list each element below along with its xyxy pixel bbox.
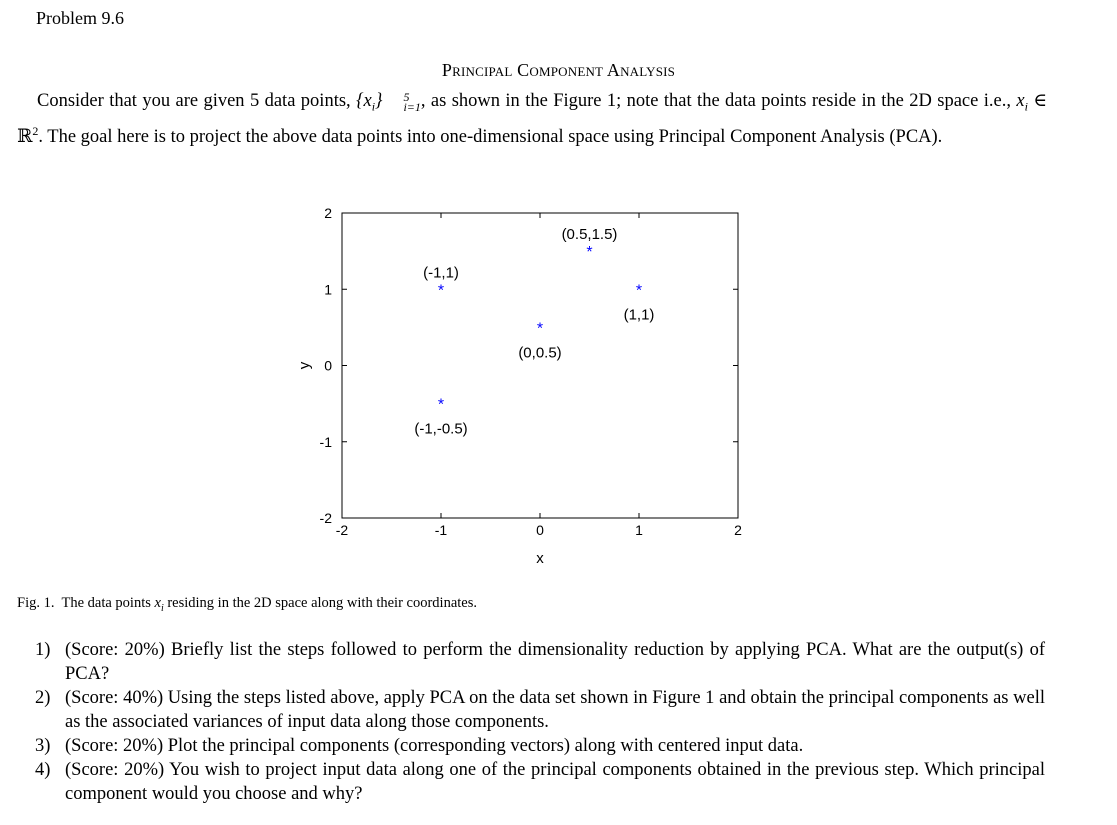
data-point-marker: *	[437, 282, 445, 300]
set-sub: i	[371, 99, 376, 114]
question-text: (Score: 20%) Briefly list the steps followed to perform the dimensionality reduction by applying PCA. What are the output(s) of PCA?	[65, 640, 1045, 684]
section-title: Principal Component Analysis	[441, 60, 676, 80]
question-item	[35, 686, 1045, 734]
x-tick-label: 2	[734, 522, 742, 538]
set-open: {x	[356, 91, 372, 111]
data-point-label: (0,0.5)	[518, 344, 562, 362]
x-axis-label: x	[536, 550, 544, 567]
set-notation	[356, 89, 421, 114]
intro-paragraph	[17, 89, 1047, 149]
set-lower: i=1	[403, 99, 421, 114]
question-item	[35, 758, 1045, 806]
data-point-label: (0.5,1.5)	[561, 226, 618, 244]
membership-sub: i	[1024, 99, 1028, 114]
intro-part1: Consider that you are given 5 data points,	[37, 91, 351, 111]
figure-1	[280, 195, 780, 590]
membership-rel: ∈ ℝ	[17, 91, 1048, 147]
x-tick-label: 0	[536, 522, 544, 538]
data-point-marker: *	[536, 320, 544, 338]
caption-text-after: residing in the 2D space along with their coordinates.	[167, 595, 477, 611]
y-tick-label: 0	[324, 357, 332, 374]
question-text: (Score: 40%) Using the steps listed above, apply PCA on the data set shown in Figure 1 and obtain the principal components as well as the associated variances of input data along those components.	[65, 688, 1045, 732]
question-item	[35, 734, 1045, 758]
plot-frame	[342, 213, 738, 518]
x-tick-label: -2	[335, 522, 349, 538]
y-tick-label: -2	[319, 510, 332, 526]
question-number: 4)	[35, 760, 51, 780]
caption-var-sub: i	[160, 602, 164, 614]
question-text: (Score: 20%) You wish to project input data along one of the principal components obtained in the previous step. Which principal component would you choose and why?	[65, 760, 1045, 804]
x-tick-label: 1	[635, 522, 643, 538]
data-point-label: (-1,-0.5)	[414, 420, 468, 438]
question-number: 3)	[35, 736, 51, 756]
y-tick-label: -1	[319, 433, 332, 450]
set-close: }	[375, 91, 383, 111]
data-point-label: (1,1)	[623, 306, 655, 324]
problem-label: Problem 9.6	[36, 8, 124, 28]
scatter-chart	[280, 195, 780, 585]
question-list	[0, 638, 1117, 806]
caption-prefix: Fig. 1.	[17, 595, 55, 611]
y-tick-label: 1	[324, 281, 332, 298]
figure-caption	[17, 595, 477, 614]
intro-part3: . The goal here is to project the above data points into one-dimensional space using Principal Component Analysis (PCA).	[38, 126, 943, 147]
question-item	[35, 638, 1045, 686]
caption-var: x	[154, 595, 161, 611]
data-point-label: (-1,1)	[423, 264, 459, 282]
data-point-marker: *	[586, 244, 593, 262]
membership-var: x	[1016, 91, 1025, 111]
data-point-marker: *	[635, 282, 643, 300]
question-number: 2)	[35, 688, 51, 708]
question-text: (Score: 20%) Plot the principal components (corresponding vectors) along with centered input data.	[65, 736, 804, 756]
caption-text-before: The data points	[61, 595, 151, 611]
x-tick-label: -1	[434, 522, 448, 538]
data-point-marker: *	[437, 396, 445, 414]
set-sup: 5	[403, 89, 410, 104]
membership-sup: 2	[32, 123, 39, 138]
y-tick-label: 2	[324, 205, 332, 221]
question-number: 1)	[35, 640, 51, 660]
y-axis-label: y	[296, 361, 313, 370]
intro-part2: , as shown in the Figure 1; note that the data points reside in the 2D space i.e.,	[420, 91, 1011, 111]
